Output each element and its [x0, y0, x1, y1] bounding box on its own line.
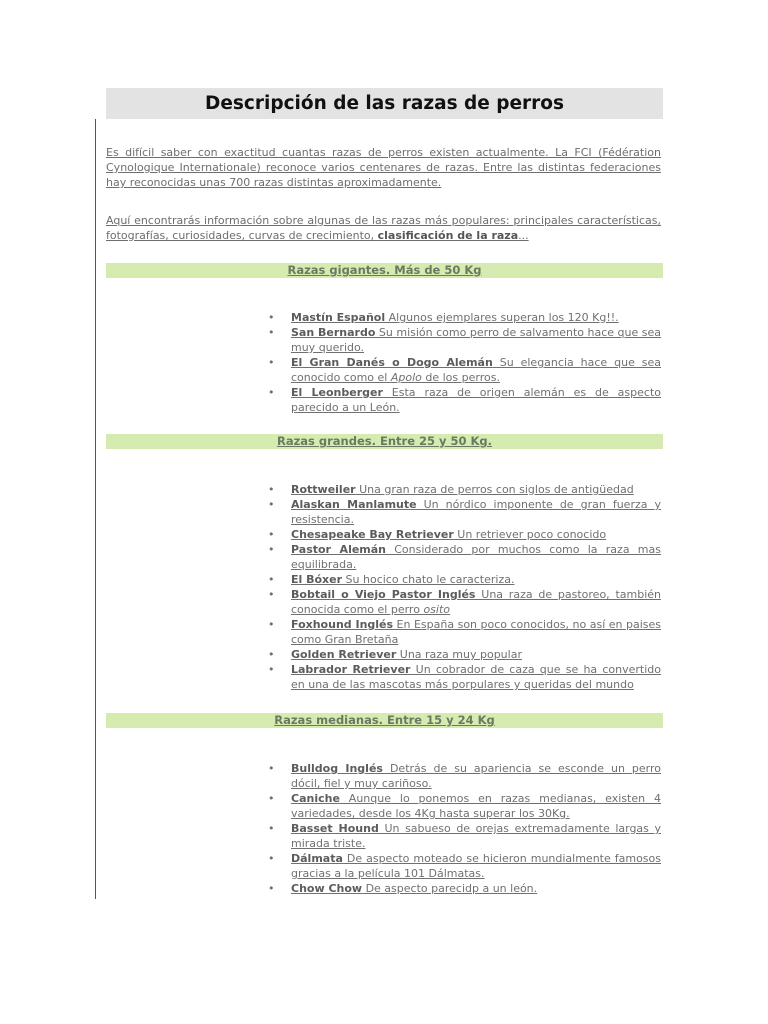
bullet-icon: •	[268, 882, 275, 895]
bullet-icon: •	[268, 483, 275, 496]
breed-desc: Esta raza de origen alemán es de aspecto parecido a un León.	[291, 386, 661, 414]
breed-name[interactable]: Caniche	[291, 792, 340, 805]
breed-desc: De aspecto moteado se hicieron mundialmente famosos gracias a la película 101 Dálmatas.	[291, 852, 661, 880]
breed-desc: Su hocico chato le caracteriza.	[342, 573, 515, 586]
breed-desc: Su elegancia hace que sea conocido como el	[291, 356, 662, 384]
breed-desc-end: de los perros.	[421, 371, 500, 384]
breed-name[interactable]: Rottweiler	[291, 483, 356, 496]
bullet-icon: •	[268, 822, 275, 835]
breed-desc: De aspecto parecidp a un león.	[362, 882, 538, 895]
breed-name[interactable]: Chow Chow	[291, 882, 363, 895]
intro-paragraph-2-text: Aquí encontrarás información sobre algunas de las razas más populares: principales características, fotografías, curiosidades, curvas de crecimiento,	[106, 214, 661, 242]
breed-name[interactable]: Foxhound Inglés	[291, 618, 394, 631]
bullet-icon: •	[268, 663, 275, 676]
section-header-giant[interactable]: Razas gigantes. Más de 50 Kg	[106, 263, 663, 278]
section-header-medium[interactable]: Razas medianas. Entre 15 y 24 Kg	[106, 713, 663, 728]
breed-item-dalmata[interactable]	[268, 851, 661, 881]
breed-item-basset[interactable]	[268, 821, 661, 851]
bullet-icon: •	[268, 648, 275, 661]
breed-desc-emphasis: Apolo	[390, 371, 422, 384]
bullet-icon: •	[268, 498, 275, 511]
breed-desc: Una gran raza de perros con siglos de antigüedad	[355, 483, 634, 496]
breed-desc-emphasis: osito	[423, 603, 450, 616]
breed-name[interactable]: Chesapeake Bay Retriever	[291, 528, 454, 541]
bullet-icon: •	[268, 543, 275, 556]
breed-list-giant	[268, 310, 661, 415]
breed-name[interactable]: Bobtail o Viejo Pastor Inglés	[291, 588, 476, 601]
breed-name[interactable]: Alaskan Manlamute	[291, 498, 417, 511]
intro-paragraph-2-end: ...	[518, 229, 529, 242]
breed-item-pastor-aleman[interactable]	[268, 542, 661, 572]
bullet-icon: •	[268, 311, 275, 324]
breed-item-golden[interactable]	[268, 647, 661, 662]
bullet-icon: •	[268, 326, 275, 339]
section-header-large[interactable]: Razas grandes. Entre 25 y 50 Kg.	[106, 434, 663, 449]
breed-desc: Un nórdico imponente de gran fuerza y resistencia.	[291, 498, 662, 526]
intro-paragraph-2[interactable]	[106, 213, 661, 243]
breed-item-gran-danes[interactable]	[268, 355, 661, 385]
breed-desc: Considerado por muchos como la raza mas equilibrada.	[291, 543, 661, 571]
breed-list-large	[268, 482, 661, 692]
breed-desc: Una raza muy popular	[396, 648, 522, 661]
intro-paragraph-1[interactable]: Es difícil saber con exactitud cuantas razas de perros existen actualmente. La FCI (Fédération Cynologique Internationale) reconoce varios centenares de razas. Entre las distintas federaciones hay reconocidas unas 700 razas distintas aproximadamente.	[106, 146, 661, 189]
breed-name[interactable]: Labrador Retriever	[291, 663, 411, 676]
bullet-icon: •	[268, 618, 275, 631]
breed-name[interactable]: El Gran Danés o Dogo Alemán	[291, 356, 493, 369]
breed-name[interactable]: El Bóxer	[291, 573, 343, 586]
breed-item-leonberger[interactable]	[268, 385, 661, 415]
breed-item-boxer[interactable]	[268, 572, 661, 587]
breed-item-rottweiler[interactable]	[268, 482, 661, 497]
breed-item-labrador[interactable]	[268, 662, 661, 692]
breed-item-caniche[interactable]	[268, 791, 661, 821]
breed-desc: Un cobrador de caza que se ha convertido en una de las mascotas más porpulares y queridas del mundo	[291, 663, 661, 691]
bullet-icon: •	[268, 386, 275, 399]
breed-item-san-bernardo[interactable]	[268, 325, 661, 355]
bullet-icon: •	[268, 528, 275, 541]
breed-item-alaskan[interactable]	[268, 497, 661, 527]
breed-item-mastin[interactable]	[268, 310, 661, 325]
breed-name[interactable]: Bulldog Inglés	[291, 762, 383, 775]
breed-name[interactable]: Dálmata	[291, 852, 343, 865]
breed-item-bulldog[interactable]	[268, 761, 661, 791]
breed-desc: Algunos ejemplares superan los 120 Kg!!.	[385, 311, 619, 324]
bullet-icon: •	[268, 762, 275, 775]
breed-name[interactable]: Basset Hound	[291, 822, 379, 835]
breed-item-bobtail[interactable]	[268, 587, 661, 617]
breed-name[interactable]: Golden Retriever	[291, 648, 397, 661]
breed-item-chow-chow[interactable]	[268, 881, 661, 896]
breed-desc: Aunque lo ponemos en razas medianas, existen 4 variedades, desde los 4Kg hasta superar los 30Kg.	[291, 792, 661, 820]
bullet-icon: •	[268, 573, 275, 586]
bullet-icon: •	[268, 792, 275, 805]
bullet-icon: •	[268, 852, 275, 865]
breed-desc: Un sabueso de orejas extremadamente largas y mirada triste.	[291, 822, 662, 850]
left-margin-rule	[95, 119, 96, 899]
breed-desc: Su misión como perro de salvamento hace que sea muy querido.	[291, 326, 662, 354]
breed-item-chesapeake[interactable]	[268, 527, 661, 542]
breed-name[interactable]: Pastor Alemán	[291, 543, 387, 556]
title-bar	[106, 88, 663, 119]
breed-desc: Un retriever poco conocido	[453, 528, 607, 541]
breed-list-medium	[268, 761, 661, 896]
breed-desc: Detrás de su apariencia se esconde un perro dócil, fiel y muy cariñoso.	[291, 762, 661, 790]
page-title: Descripción de las razas de perros	[204, 93, 565, 114]
bullet-icon: •	[268, 588, 275, 601]
breed-desc: En España son poco conocidos, no así en paises como Gran Bretaña	[291, 618, 661, 646]
breed-name[interactable]: El Leonberger	[291, 386, 383, 399]
breed-name[interactable]: San Bernardo	[291, 326, 376, 339]
bullet-icon: •	[268, 356, 275, 369]
breed-item-foxhound[interactable]	[268, 617, 661, 647]
breed-name[interactable]: Mastín Español	[291, 311, 386, 324]
breed-desc: Una raza de pastoreo, también conocida como el perro	[291, 588, 661, 616]
classification-link[interactable]: clasificación de la raza	[377, 229, 519, 242]
